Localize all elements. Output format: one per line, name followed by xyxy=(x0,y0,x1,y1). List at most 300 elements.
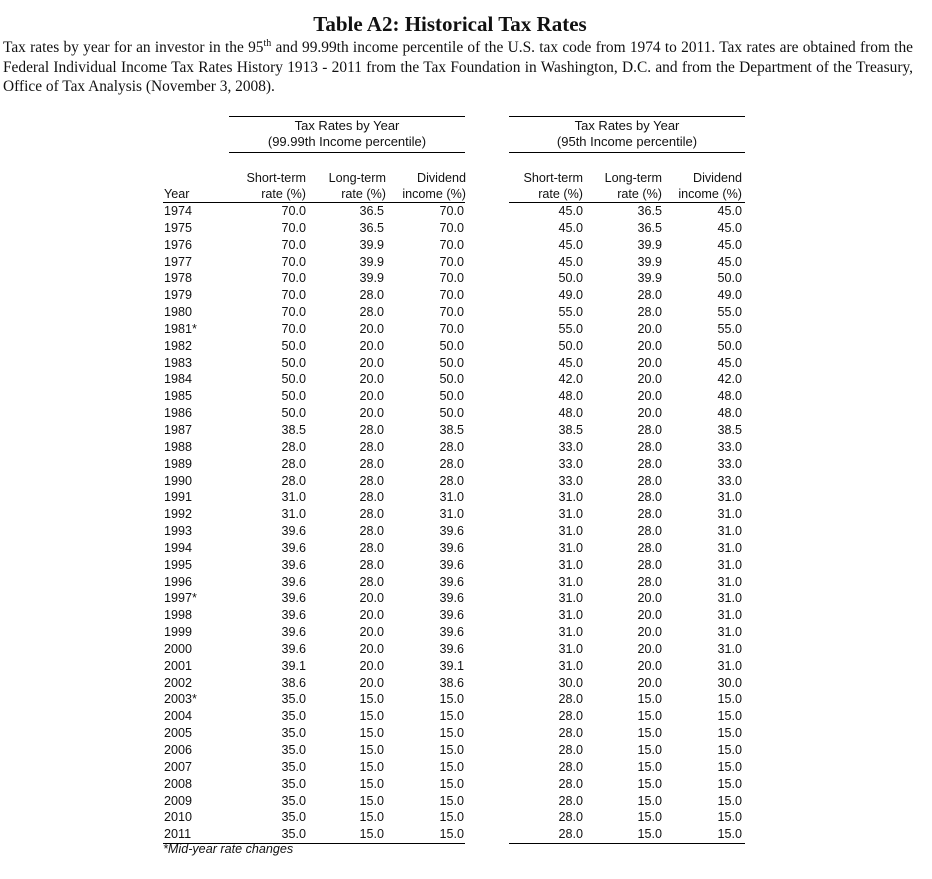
cell-value: 38.5 xyxy=(439,422,464,437)
table-row xyxy=(0,489,932,506)
cell-value: 28.0 xyxy=(359,288,384,303)
cell-value: 31.0 xyxy=(558,608,583,623)
cell-value: 15.0 xyxy=(359,743,384,757)
cell-value: 39.6 xyxy=(439,641,464,656)
cell-value: 15.0 xyxy=(637,810,662,825)
cell-value: 33.0 xyxy=(717,456,742,471)
caption-superscript: th xyxy=(263,37,272,49)
cell-value: 35.0 xyxy=(281,709,306,724)
cell-year: 2005 xyxy=(164,726,193,741)
cell-value: 39.6 xyxy=(281,608,306,623)
col-header-long-term xyxy=(306,170,386,202)
cell-value: 33.0 xyxy=(717,473,742,488)
cell-year: 1996 xyxy=(164,574,193,589)
cell-value: 31.0 xyxy=(717,641,742,656)
cell-value: 28.0 xyxy=(558,692,583,707)
cell-value: 28.0 xyxy=(637,507,662,522)
cell-value: 28.0 xyxy=(281,456,306,471)
cell-year: 1987 xyxy=(164,422,193,437)
cell-year: 1997* xyxy=(164,591,197,606)
cell-value: 20.0 xyxy=(637,625,662,640)
cell-value: 20.0 xyxy=(359,321,384,336)
cell-value: 15.0 xyxy=(439,793,464,808)
cell-value: 70.0 xyxy=(281,204,306,218)
cell-value: 45.0 xyxy=(558,204,583,218)
col-header-line2: rate (%) xyxy=(538,187,583,201)
cell-value: 28.0 xyxy=(558,793,583,808)
col-header-year: Year xyxy=(164,187,190,201)
cell-year: 1978 xyxy=(164,271,193,286)
cell-value: 45.0 xyxy=(717,220,742,235)
cell-value: 39.6 xyxy=(439,557,464,572)
cell-value: 39.9 xyxy=(637,237,662,252)
cell-value: 15.0 xyxy=(359,692,384,707)
col-header-line1: Dividend xyxy=(692,171,742,185)
cell-value: 35.0 xyxy=(281,743,306,757)
cell-value: 39.6 xyxy=(281,540,306,555)
cell-value: 39.6 xyxy=(281,557,306,572)
cell-value: 50.0 xyxy=(439,389,464,404)
cell-value: 31.0 xyxy=(439,507,464,522)
table-row xyxy=(0,388,932,405)
cell-value: 31.0 xyxy=(717,490,742,505)
cell-value: 15.0 xyxy=(717,827,742,842)
table-row xyxy=(0,624,932,641)
cell-value: 31.0 xyxy=(558,625,583,640)
cell-value: 31.0 xyxy=(558,507,583,522)
cell-value: 31.0 xyxy=(558,658,583,673)
cell-value: 70.0 xyxy=(281,237,306,252)
cell-value: 15.0 xyxy=(359,776,384,791)
cell-value: 39.1 xyxy=(439,658,464,673)
cell-value: 28.0 xyxy=(281,473,306,488)
cell-value: 20.0 xyxy=(359,338,384,353)
table-row xyxy=(0,557,932,574)
cell-value: 39.1 xyxy=(281,658,306,673)
table-row xyxy=(0,473,932,490)
cell-value: 31.0 xyxy=(717,540,742,555)
cell-value: 45.0 xyxy=(717,254,742,269)
table-title: Table A2: Historical Tax Rates xyxy=(313,12,587,36)
cell-value: 31.0 xyxy=(717,557,742,572)
cell-value: 28.0 xyxy=(359,574,384,589)
cell-value: 31.0 xyxy=(717,658,742,673)
cell-value: 35.0 xyxy=(281,759,306,774)
cell-value: 28.0 xyxy=(281,439,306,454)
cell-year: 2001 xyxy=(164,658,193,673)
table-row xyxy=(0,607,932,624)
cell-value: 50.0 xyxy=(439,338,464,353)
table-row xyxy=(0,439,932,456)
table-row xyxy=(0,237,932,254)
cell-value: 28.0 xyxy=(439,439,464,454)
cell-year: 1986 xyxy=(164,406,193,421)
cell-value: 38.5 xyxy=(558,422,583,437)
cell-value: 50.0 xyxy=(558,338,583,353)
cell-year: 2003* xyxy=(164,692,197,707)
cell-value: 39.9 xyxy=(359,237,384,252)
cell-year: 1980 xyxy=(164,305,193,320)
cell-value: 35.0 xyxy=(281,827,306,842)
col-header-line2: rate (%) xyxy=(617,187,662,201)
cell-value: 15.0 xyxy=(637,793,662,808)
cell-value: 15.0 xyxy=(439,726,464,741)
cell-value: 70.0 xyxy=(439,288,464,303)
cell-value: 20.0 xyxy=(637,658,662,673)
cell-value: 15.0 xyxy=(359,759,384,774)
cell-value: 20.0 xyxy=(637,338,662,353)
cell-value: 15.0 xyxy=(359,827,384,842)
cell-value: 28.0 xyxy=(359,473,384,488)
cell-year: 1994 xyxy=(164,540,193,555)
cell-value: 28.0 xyxy=(558,827,583,842)
col-header-line2: rate (%) xyxy=(261,187,306,201)
cell-value: 50.0 xyxy=(717,338,742,353)
cell-value: 45.0 xyxy=(717,355,742,370)
cell-value: 39.9 xyxy=(637,254,662,269)
caption-part2: and 99.99th income percentile of the U.S. tax code from 1974 to 2011. Tax rates are obtained from the Federal Individual Income Tax Rates History 1913 - 2011 from the Tax Foundation in Washington, D.C. and from the Department of the Treasury, Office of Tax Analysis (November 3, 2008). xyxy=(3,39,913,95)
cell-value: 20.0 xyxy=(359,406,384,421)
cell-value: 50.0 xyxy=(281,338,306,353)
cell-value: 50.0 xyxy=(281,406,306,421)
cell-value: 35.0 xyxy=(281,776,306,791)
table-row xyxy=(0,506,932,523)
cell-value: 20.0 xyxy=(637,355,662,370)
cell-value: 48.0 xyxy=(717,406,742,421)
cell-year: 1985 xyxy=(164,389,193,404)
col-header-dividend xyxy=(660,170,742,202)
cell-value: 39.6 xyxy=(439,524,464,539)
cell-value: 45.0 xyxy=(558,355,583,370)
col-header-line2: income (%) xyxy=(402,187,466,201)
table-row xyxy=(0,523,932,540)
cell-value: 55.0 xyxy=(717,305,742,320)
group-header-line1: Tax Rates by Year xyxy=(294,118,400,133)
cell-value: 33.0 xyxy=(558,439,583,454)
group-header-line2: (95th Income percentile) xyxy=(556,133,698,149)
cell-year: 1993 xyxy=(164,524,193,539)
table-row xyxy=(0,742,932,759)
cell-value: 36.5 xyxy=(637,220,662,235)
cell-value: 28.0 xyxy=(359,507,384,522)
cell-value: 15.0 xyxy=(637,827,662,842)
cell-value: 15.0 xyxy=(717,810,742,825)
footnote: *Mid-year rate changes xyxy=(163,842,294,856)
cell-year: 1989 xyxy=(164,456,193,471)
cell-value: 20.0 xyxy=(637,372,662,387)
cell-value: 50.0 xyxy=(439,355,464,370)
cell-value: 33.0 xyxy=(717,439,742,454)
cell-year: 1979 xyxy=(164,288,193,303)
table-body xyxy=(0,203,932,843)
cell-value: 28.0 xyxy=(359,490,384,505)
cell-value: 15.0 xyxy=(439,810,464,825)
cell-year: 2002 xyxy=(164,675,193,690)
cell-value: 31.0 xyxy=(558,591,583,606)
cell-value: 28.0 xyxy=(637,524,662,539)
group-rule-top xyxy=(229,116,465,117)
cell-year: 2011 xyxy=(164,827,192,842)
cell-value: 28.0 xyxy=(558,709,583,724)
cell-value: 70.0 xyxy=(281,305,306,320)
table-row xyxy=(0,809,932,826)
group-rule-bottom xyxy=(509,152,745,153)
cell-value: 48.0 xyxy=(558,406,583,421)
cell-value: 15.0 xyxy=(359,726,384,741)
cell-year: 1982 xyxy=(164,338,193,353)
cell-value: 70.0 xyxy=(281,321,306,336)
table-row xyxy=(0,641,932,658)
cell-value: 33.0 xyxy=(558,473,583,488)
table-row xyxy=(0,422,932,439)
cell-value: 45.0 xyxy=(717,237,742,252)
cell-value: 70.0 xyxy=(439,254,464,269)
cell-year: 1999 xyxy=(164,625,193,640)
cell-year: 2009 xyxy=(164,793,193,808)
cell-value: 49.0 xyxy=(558,288,583,303)
table-row xyxy=(0,759,932,776)
cell-value: 15.0 xyxy=(717,692,742,707)
cell-value: 15.0 xyxy=(717,709,742,724)
table-row xyxy=(0,405,932,422)
cell-value: 15.0 xyxy=(359,709,384,724)
cell-value: 15.0 xyxy=(717,776,742,791)
group-header-line2: (99.99th Income percentile) xyxy=(267,133,427,149)
cell-value: 31.0 xyxy=(717,608,742,623)
cell-value: 20.0 xyxy=(637,641,662,656)
cell-value: 55.0 xyxy=(558,321,583,336)
cell-value: 35.0 xyxy=(281,810,306,825)
table-row xyxy=(0,776,932,793)
cell-value: 31.0 xyxy=(281,490,306,505)
cell-year: 1984 xyxy=(164,372,193,387)
cell-value: 20.0 xyxy=(637,406,662,421)
cell-year: 1988 xyxy=(164,439,193,454)
cell-value: 55.0 xyxy=(558,305,583,320)
cell-value: 28.0 xyxy=(359,540,384,555)
table-row xyxy=(0,304,932,321)
col-header-line2: income (%) xyxy=(678,187,742,201)
col-header-line2: rate (%) xyxy=(341,187,386,201)
cell-value: 28.0 xyxy=(359,524,384,539)
cell-value: 70.0 xyxy=(439,220,464,235)
cell-value: 36.5 xyxy=(359,220,384,235)
cell-value: 28.0 xyxy=(439,456,464,471)
cell-year: 1976 xyxy=(164,237,193,252)
cell-value: 39.6 xyxy=(281,524,306,539)
table-row xyxy=(0,203,932,220)
cell-value: 45.0 xyxy=(558,237,583,252)
cell-value: 70.0 xyxy=(439,204,464,218)
cell-value: 28.0 xyxy=(558,759,583,774)
cell-value: 28.0 xyxy=(637,439,662,454)
cell-value: 70.0 xyxy=(281,220,306,235)
cell-value: 15.0 xyxy=(439,743,464,757)
cell-value: 39.6 xyxy=(281,591,306,606)
cell-value: 15.0 xyxy=(439,759,464,774)
cell-value: 30.0 xyxy=(558,675,583,690)
cell-value: 39.6 xyxy=(281,574,306,589)
cell-value: 42.0 xyxy=(558,372,583,387)
cell-value: 28.0 xyxy=(439,473,464,488)
cell-value: 15.0 xyxy=(717,743,742,757)
cell-value: 20.0 xyxy=(359,608,384,623)
col-header-line1: Long-term xyxy=(328,171,386,185)
cell-value: 31.0 xyxy=(558,641,583,656)
cell-value: 30.0 xyxy=(717,675,742,690)
cell-value: 39.6 xyxy=(439,608,464,623)
table-row xyxy=(0,321,932,338)
col-header-line1: Long-term xyxy=(604,171,662,185)
cell-year: 1977 xyxy=(164,254,193,269)
cell-value: 20.0 xyxy=(637,591,662,606)
cell-year: 2008 xyxy=(164,776,193,791)
cell-value: 15.0 xyxy=(717,726,742,741)
cell-value: 50.0 xyxy=(439,406,464,421)
table-row xyxy=(0,675,932,692)
cell-value: 15.0 xyxy=(717,793,742,808)
cell-value: 70.0 xyxy=(281,271,306,286)
cell-value: 20.0 xyxy=(359,658,384,673)
cell-value: 15.0 xyxy=(637,759,662,774)
cell-value: 49.0 xyxy=(717,288,742,303)
table-row xyxy=(0,793,932,810)
cell-value: 31.0 xyxy=(558,540,583,555)
table-row xyxy=(0,338,932,355)
cell-year: 2007 xyxy=(164,759,193,774)
cell-value: 45.0 xyxy=(558,220,583,235)
cell-year: 1990 xyxy=(164,473,193,488)
table-row xyxy=(0,220,932,237)
table-row xyxy=(0,254,932,271)
cell-value: 20.0 xyxy=(359,625,384,640)
group-header-99-99 xyxy=(229,118,465,149)
table-row xyxy=(0,456,932,473)
cell-value: 39.9 xyxy=(359,254,384,269)
cell-value: 50.0 xyxy=(558,271,583,286)
cell-value: 31.0 xyxy=(717,507,742,522)
cell-value: 39.6 xyxy=(439,574,464,589)
cell-value: 28.0 xyxy=(558,726,583,741)
cell-value: 39.6 xyxy=(281,641,306,656)
cell-year: 2000 xyxy=(164,641,193,656)
cell-value: 20.0 xyxy=(359,591,384,606)
cell-value: 15.0 xyxy=(439,776,464,791)
cell-value: 28.0 xyxy=(558,743,583,757)
cell-value: 31.0 xyxy=(558,557,583,572)
cell-value: 48.0 xyxy=(717,389,742,404)
cell-value: 31.0 xyxy=(717,574,742,589)
cell-value: 35.0 xyxy=(281,692,306,707)
cell-value: 36.5 xyxy=(637,204,662,218)
cell-value: 28.0 xyxy=(637,490,662,505)
cell-value: 39.6 xyxy=(281,625,306,640)
cell-value: 31.0 xyxy=(439,490,464,505)
caption-part1: Tax rates by year for an investor in the 95 xyxy=(3,39,264,56)
cell-value: 70.0 xyxy=(439,305,464,320)
cell-value: 15.0 xyxy=(637,692,662,707)
cell-value: 20.0 xyxy=(637,321,662,336)
cell-value: 15.0 xyxy=(717,759,742,774)
cell-value: 15.0 xyxy=(439,827,464,842)
table-row xyxy=(0,540,932,557)
cell-year: 1974 xyxy=(164,204,193,218)
col-header-line1: Short-term xyxy=(523,171,583,185)
table-row xyxy=(0,658,932,675)
cell-value: 70.0 xyxy=(439,237,464,252)
cell-value: 20.0 xyxy=(637,389,662,404)
cell-value: 28.0 xyxy=(637,305,662,320)
cell-year: 1991 xyxy=(164,490,193,505)
col-header-short-term xyxy=(503,170,583,202)
cell-value: 39.9 xyxy=(637,271,662,286)
cell-value: 38.6 xyxy=(439,675,464,690)
cell-value: 42.0 xyxy=(717,372,742,387)
cell-value: 31.0 xyxy=(717,524,742,539)
cell-value: 50.0 xyxy=(439,372,464,387)
cell-year: 2004 xyxy=(164,709,193,724)
table-row xyxy=(0,590,932,607)
col-header-short-term xyxy=(226,170,306,202)
cell-value: 20.0 xyxy=(359,372,384,387)
table-row xyxy=(0,371,932,388)
table-row xyxy=(0,355,932,372)
cell-value: 35.0 xyxy=(281,726,306,741)
table-row xyxy=(0,270,932,287)
cell-year: 1992 xyxy=(164,507,193,522)
cell-value: 50.0 xyxy=(281,389,306,404)
cell-year: 2006 xyxy=(164,743,193,757)
col-header-dividend xyxy=(384,170,466,202)
cell-value: 28.0 xyxy=(359,557,384,572)
cell-value: 20.0 xyxy=(637,608,662,623)
cell-value: 50.0 xyxy=(281,372,306,387)
col-header-line1: Short-term xyxy=(246,171,306,185)
group-rule-top xyxy=(509,116,745,117)
cell-value: 39.6 xyxy=(439,591,464,606)
cell-value: 39.9 xyxy=(359,271,384,286)
cell-year: 1995 xyxy=(164,557,193,572)
cell-value: 45.0 xyxy=(558,254,583,269)
table-row xyxy=(0,826,932,843)
cell-value: 35.0 xyxy=(281,793,306,808)
group-header-line1: Tax Rates by Year xyxy=(574,118,680,133)
cell-value: 15.0 xyxy=(637,743,662,757)
cell-value: 20.0 xyxy=(359,675,384,690)
cell-value: 70.0 xyxy=(281,254,306,269)
cell-value: 31.0 xyxy=(558,574,583,589)
cell-value: 31.0 xyxy=(717,625,742,640)
cell-value: 33.0 xyxy=(558,456,583,471)
group-rule-bottom xyxy=(229,152,465,153)
table-row xyxy=(0,708,932,725)
cell-value: 28.0 xyxy=(637,540,662,555)
cell-value: 70.0 xyxy=(281,288,306,303)
cell-value: 31.0 xyxy=(281,507,306,522)
cell-year: 1975 xyxy=(164,220,193,235)
cell-year: 2010 xyxy=(164,810,193,825)
cell-value: 28.0 xyxy=(359,305,384,320)
cell-value: 28.0 xyxy=(558,776,583,791)
cell-value: 20.0 xyxy=(359,641,384,656)
cell-value: 31.0 xyxy=(558,490,583,505)
cell-value: 28.0 xyxy=(637,288,662,303)
table-row xyxy=(0,574,932,591)
cell-value: 15.0 xyxy=(637,709,662,724)
cell-value: 15.0 xyxy=(637,726,662,741)
cell-value: 48.0 xyxy=(558,389,583,404)
cell-value: 15.0 xyxy=(439,692,464,707)
